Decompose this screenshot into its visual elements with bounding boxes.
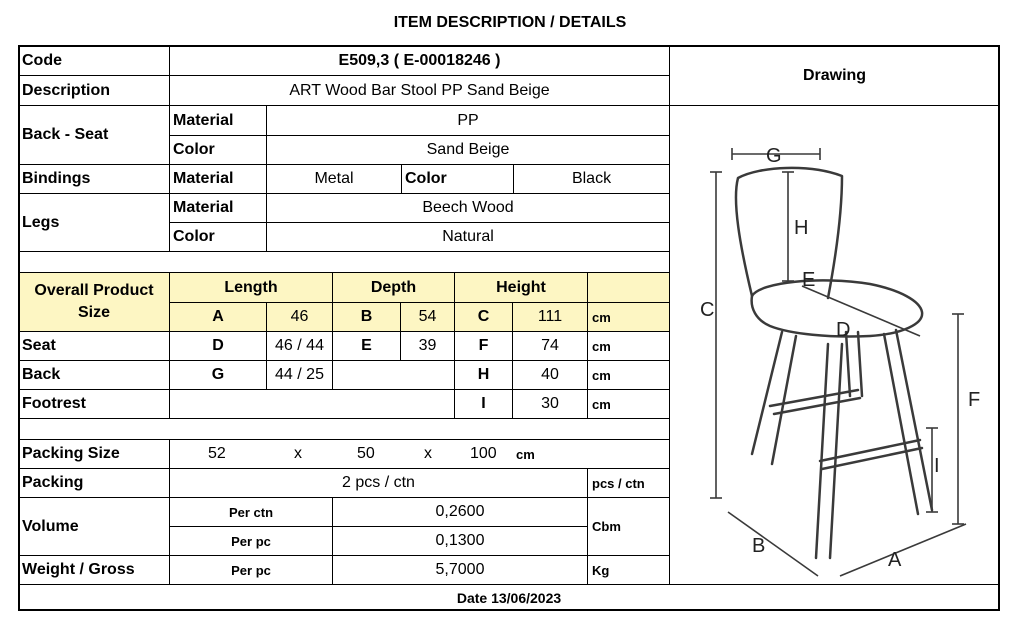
dim-a-label: A <box>169 302 267 332</box>
bindings-material-label: Material <box>169 164 267 194</box>
back-seat-color-label: Color <box>169 135 267 165</box>
legs-material-value: Beech Wood <box>266 193 670 223</box>
dim-f-value: 74 <box>512 331 588 361</box>
height-header: Height <box>454 272 588 303</box>
dim-b-value: 54 <box>400 302 455 332</box>
dim-c-label: C <box>454 302 513 332</box>
weight-unit: Kg <box>587 555 670 585</box>
code-value: E509,3 ( E-00018246 ) <box>169 45 670 76</box>
overall-size-label <box>18 272 170 332</box>
spacer-row-2 <box>18 418 670 440</box>
weight-label: Weight / Gross <box>18 555 170 585</box>
volume-unit: Cbm <box>587 497 670 556</box>
dim-letter-e: E <box>802 269 816 291</box>
drawing-area <box>669 105 1000 585</box>
bindings-color-label: Color <box>401 164 514 194</box>
packing-unit: pcs / ctn <box>587 468 670 498</box>
dim-e-value: 39 <box>400 331 455 361</box>
dim-letter-f: F <box>968 389 981 411</box>
stool-drawing <box>670 106 999 584</box>
length-header: Length <box>169 272 333 303</box>
document-title: ITEM DESCRIPTION / DETAILS <box>393 14 627 31</box>
dimension-lines <box>710 148 966 576</box>
dim-e-label: E <box>332 331 401 361</box>
overall-size-label-line2: Size <box>77 304 110 321</box>
packing-size-length: 52 <box>208 445 226 462</box>
code-label: Code <box>18 45 170 76</box>
dim-d-label: D <box>169 331 267 361</box>
packing-size-values <box>169 439 670 469</box>
dim-letter-a: A <box>888 549 902 571</box>
bindings-label: Bindings <box>18 164 170 194</box>
legs-material-label: Material <box>169 193 267 223</box>
seat-unit: cm <box>587 331 670 361</box>
packing-size-x2: x <box>424 445 432 462</box>
volume-per-pc-label: Per pc <box>169 526 333 556</box>
footrest-label: Footrest <box>18 389 170 419</box>
dim-letter-h: H <box>794 217 809 239</box>
dim-h-value: 40 <box>512 360 588 390</box>
back-seat-material-label: Material <box>169 105 267 136</box>
packing-size-unit: cm <box>516 446 535 462</box>
volume-per-ctn-value: 0,2600 <box>332 497 588 527</box>
dim-i-label: I <box>454 389 513 419</box>
packing-size-width: 50 <box>357 445 375 462</box>
legs-color-label: Color <box>169 222 267 252</box>
dim-b-label: B <box>332 302 401 332</box>
packing-value: 2 pcs / ctn <box>169 468 588 498</box>
drawing-header: Drawing <box>669 45 1000 106</box>
dim-letter-c: C <box>700 299 715 321</box>
description-label: Description <box>18 75 170 106</box>
weight-per-pc-label: Per pc <box>169 555 333 585</box>
packing-size-label: Packing Size <box>18 439 170 469</box>
seat-label: Seat <box>18 331 170 361</box>
back-empty <box>332 360 455 390</box>
bindings-material-value: Metal <box>266 164 402 194</box>
back-seat-label: Back - Seat <box>18 105 170 165</box>
back-seat-color-value: Sand Beige <box>266 135 670 165</box>
overall-unit-header <box>587 272 670 303</box>
dim-g-value: 44 / 25 <box>266 360 333 390</box>
dim-letter-b: B <box>752 535 766 557</box>
dim-f-label: F <box>454 331 513 361</box>
back-label: Back <box>18 360 170 390</box>
packing-size-x1: x <box>294 445 302 462</box>
dim-i-value: 30 <box>512 389 588 419</box>
dim-h-label: H <box>454 360 513 390</box>
date-footer: Date 13/06/2023 <box>18 584 1000 611</box>
back-unit: cm <box>587 360 670 390</box>
legs-label: Legs <box>18 193 170 252</box>
weight-value: 5,7000 <box>332 555 588 585</box>
packing-label: Packing <box>18 468 170 498</box>
dim-c-value: 111 <box>512 302 588 332</box>
volume-label: Volume <box>18 497 170 556</box>
volume-per-ctn-label: Per ctn <box>169 497 333 527</box>
footrest-empty <box>169 389 455 419</box>
dim-letter-g: G <box>766 145 782 167</box>
overall-unit: cm <box>587 302 670 332</box>
dim-letter-i: I <box>934 455 940 477</box>
dim-letter-d: D <box>836 319 851 341</box>
dim-g-label: G <box>169 360 267 390</box>
depth-header: Depth <box>332 272 455 303</box>
dim-a-value: 46 <box>266 302 333 332</box>
packing-size-height: 100 <box>470 445 497 462</box>
spacer-row <box>18 251 670 273</box>
legs-color-value: Natural <box>266 222 670 252</box>
overall-size-label-line1: Overall Product <box>34 282 154 299</box>
footrest-unit: cm <box>587 389 670 419</box>
description-value: ART Wood Bar Stool PP Sand Beige <box>169 75 670 106</box>
volume-per-pc-value: 0,1300 <box>332 526 588 556</box>
stool-outline <box>736 168 932 558</box>
back-seat-material-value: PP <box>266 105 670 136</box>
details-sheet <box>18 45 1000 611</box>
dim-d-value: 46 / 44 <box>266 331 333 361</box>
bindings-color-value: Black <box>513 164 670 194</box>
